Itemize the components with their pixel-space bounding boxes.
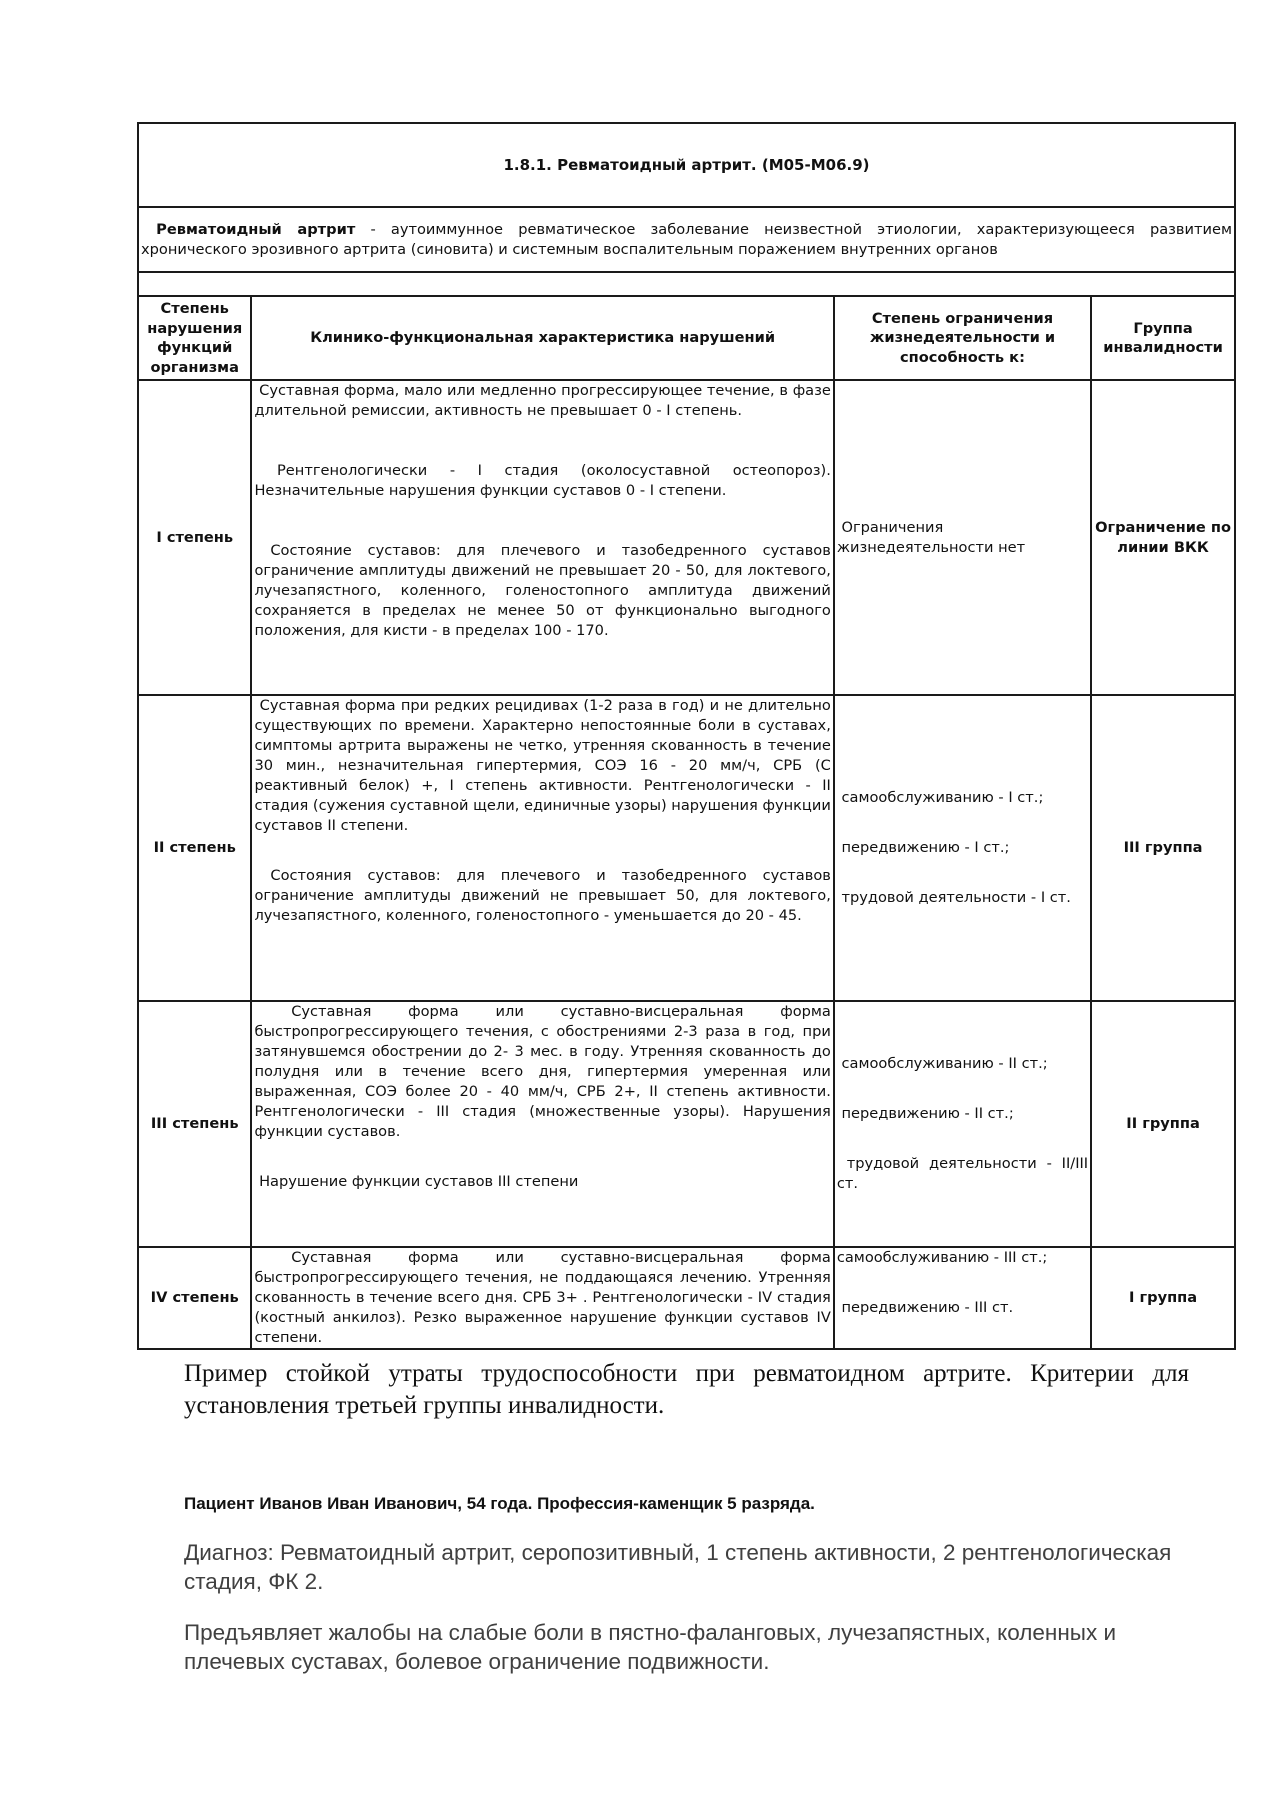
header-characteristics: Клинико-функциональная характеристика нарушений — [251, 296, 833, 380]
limitation-item: передвижению - I ст.; — [841, 839, 1010, 856]
limitation-item: передвижению - II ст.; — [841, 1105, 1014, 1122]
header-degree: Степень нарушения функций организма — [138, 296, 251, 380]
description-cell — [251, 1001, 833, 1247]
limitation-item: самообслуживанию - III ст.; — [836, 1249, 1048, 1266]
description-cell — [251, 1247, 833, 1349]
limitation-item: Ограничения жизнедеятельности нет — [836, 518, 1026, 556]
header-limitations: Степень ограничения жизнедеятельности и способность к: — [834, 296, 1091, 380]
table-row — [138, 1247, 1235, 1349]
limitation-item: трудовой деятельности - II/III ст. — [836, 1155, 1089, 1192]
description-cell — [251, 695, 833, 1001]
description-paragraph: Состояния суставов: для плечевого и тазобедренного суставов ограничение амплитуды движений не превышает 50, для локтевого, лучезапястного, коленного, голеностопного - уменьшается до 20 - 45. — [254, 867, 831, 924]
group-cell: Ограничение по линии ВКК — [1091, 380, 1235, 695]
empty-row — [138, 272, 1235, 296]
limitations-cell — [834, 1001, 1091, 1247]
limitations-cell — [834, 380, 1091, 695]
table-row — [138, 695, 1235, 1001]
limitations-cell — [834, 695, 1091, 1001]
description-paragraph: Суставная форма, мало или медленно прогрессирующее течение, в фазе длительной ремиссии, активность не превышает 0 - I степень. — [254, 382, 831, 419]
disability-criteria-table — [137, 122, 1236, 1350]
description-paragraph: Нарушение функции суставов III степени — [259, 1173, 579, 1190]
limitations-cell — [834, 1247, 1091, 1349]
group-cell: II группа — [1091, 1001, 1235, 1247]
example-caption: Пример стойкой утраты трудоспособности при ревматоидном артрите. Критерии для установления третьей группы инвалидности. — [184, 1360, 1189, 1419]
definition-term: Ревматоидный артрит — [156, 221, 356, 238]
description-paragraph: Суставная форма при редких рецидивах (1-2 раза в год) и не длительно существующих по времени. Характерно непостоянные боли в суставах, симптомы артрита выражены не четко, утренняя скованность в течение 30 мин., незначительная гипертермия, СОЭ 16 - 20 мм/ч, СРБ (С реактивный белок) +, I степень активности. Рентгенологически - II стадия (сужения суставной щели, единичные узоры) нарушения функции суставов II степени. — [254, 697, 831, 834]
header-group: Группа инвалидности — [1091, 296, 1235, 380]
description-cell — [251, 380, 833, 695]
degree-cell: IV степень — [138, 1247, 251, 1349]
degree-cell: I степень — [138, 380, 251, 695]
limitation-item: трудовой деятельности - I ст. — [841, 889, 1071, 906]
degree-cell: II степень — [138, 695, 251, 1001]
description-paragraph: Рентгенологически - I стадия (околосуставной остеопороз). Незначительные нарушения функции суставов 0 - I степени. — [254, 462, 831, 499]
description-paragraph: Суставная форма или суставно-висцеральная форма быстропрогрессирующего течения, с обострениями 2-3 раза в год, при затянувшемся обострении до 2- 3 мес. в году. Утренняя скованность до полудня или в течение всего дня, гипертермия умеренная или выраженная, СОЭ более 20 - 40 мм/ч, СРБ 2+, II степень активности. Рентгенологически - III стадия (множественные узоры). Нарушения функции суставов. — [254, 1003, 831, 1140]
degree-cell: III степень — [138, 1001, 251, 1247]
group-cell: III группа — [1091, 695, 1235, 1001]
definition-text: - аутоиммунное ревматическое заболевание неизвестной этиологии, характеризующееся развитием хронического эрозивного артрита (синовита) и системным воспалительным поражением внутренних органов — [141, 221, 1232, 258]
table-row — [138, 380, 1235, 695]
limitation-item: самообслуживанию - II ст.; — [841, 1055, 1048, 1072]
limitation-item: самообслуживанию - I ст.; — [841, 789, 1044, 806]
description-paragraph: Состояние суставов: для плечевого и тазобедренного суставов ограничение амплитуды движений не превышает 20 - 50, для локтевого, лучезапястного, коленного, голеностопного амплитуда движений сохраняется в пределах не менее 50 от функционально выгодного положения, для кисти - в пределах 100 - 170. — [254, 542, 831, 639]
definition-cell — [138, 207, 1235, 272]
complaints-text: Предъявляет жалобы на слабые боли в пястно-фаланговых, лучезапястных, коленных и плечевых суставах, болевое ограничение подвижности. — [184, 1620, 1117, 1674]
limitation-item: передвижению - III ст. — [841, 1299, 1014, 1316]
table-title: 1.8.1. Ревматоидный артрит. (М05-М06.9) — [138, 123, 1235, 207]
table-row — [138, 1001, 1235, 1247]
diagnosis-text: Диагноз: Ревматоидный артрит, серопозитивный, 1 степень активности, 2 рентгенологическая стадия, ФК 2. — [184, 1540, 1172, 1594]
patient-info: Пациент Иванов Иван Иванович, 54 года. Профессия-каменщик 5 разряда. — [184, 1494, 815, 1513]
header-row — [138, 296, 1235, 380]
description-paragraph: Суставная форма или суставно-висцеральная форма быстропрогрессирующего течения, не поддающаяся лечению. Утренняя скованность в течение всего дня. СРБ 3+ . Рентгенологически - IV стадия (костный анкилоз). Резко выраженное нарушение функции суставов IV степени. — [254, 1249, 831, 1346]
group-cell: I группа — [1091, 1247, 1235, 1349]
